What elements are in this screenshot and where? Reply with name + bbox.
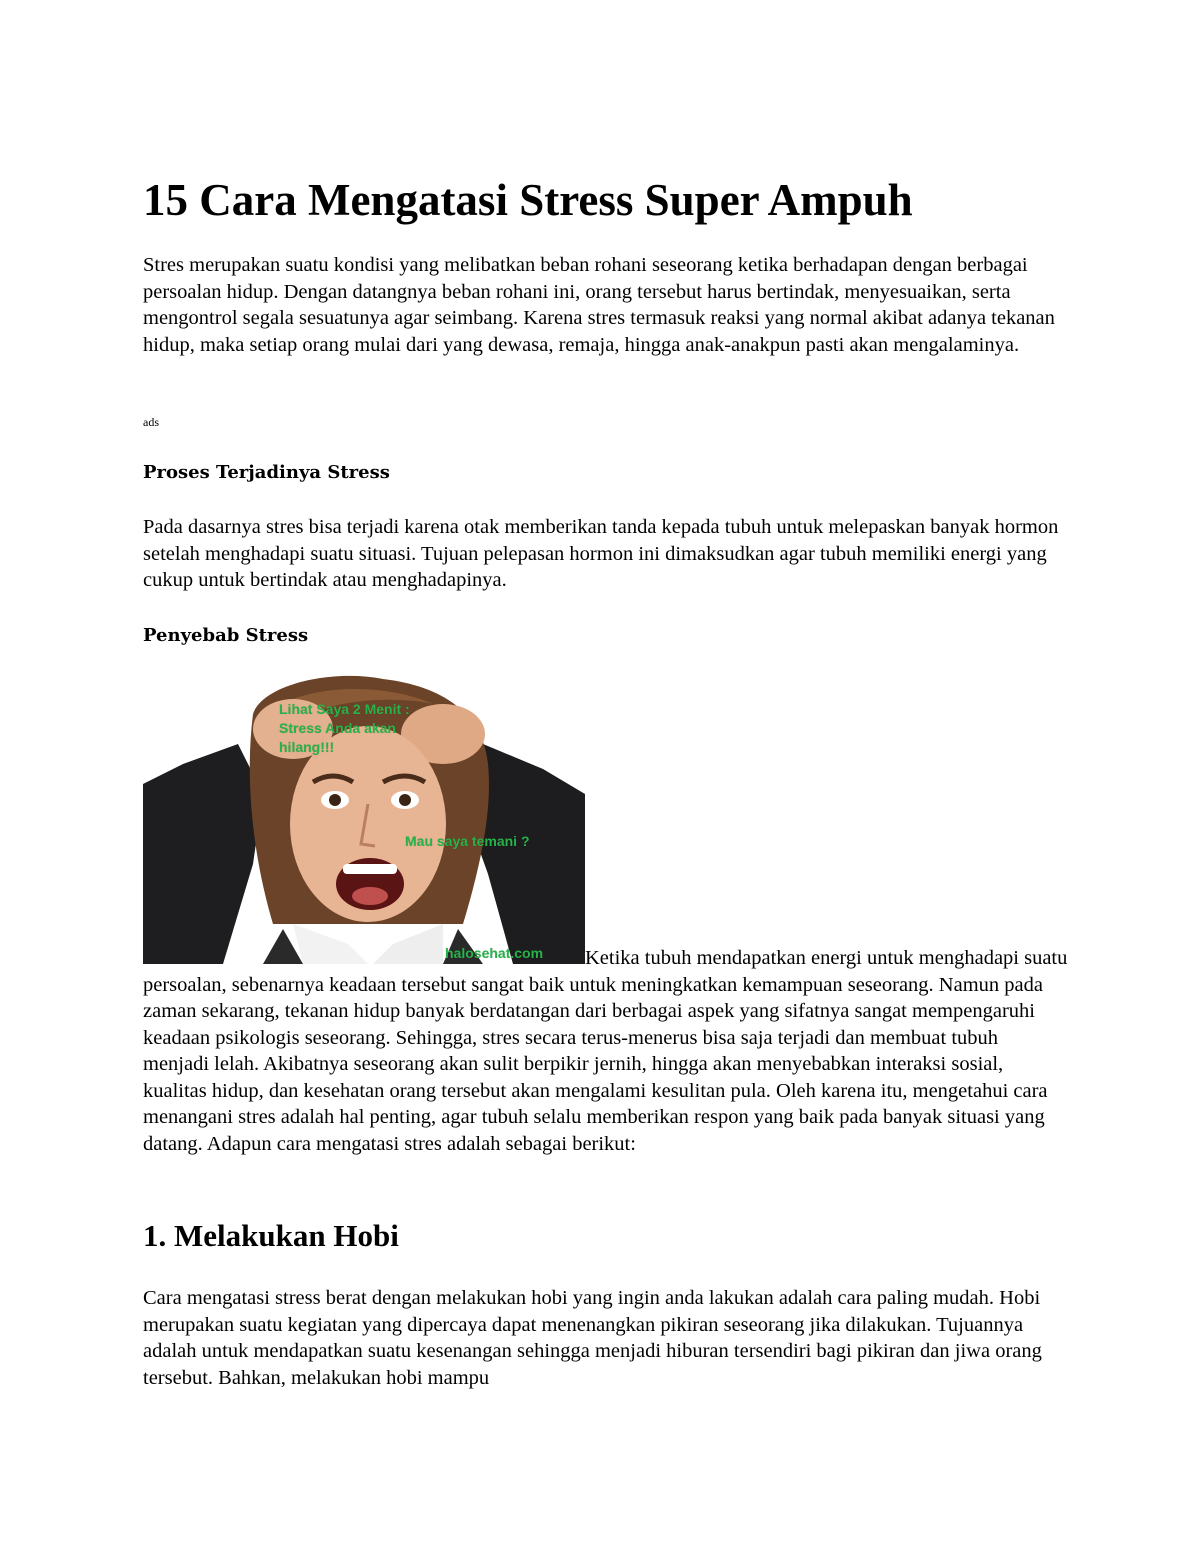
- cause-text: Ketika tubuh mendapatkan energi untuk menghadapi suatu persoalan, sebenarnya keadaan tersebut sangat baik untuk meningkatkan kemampuan seseorang. Namun pada zaman sekarang, tekanan hidup banyak berdatangan dari berbagai aspek yang sifatnya sangat mempengaruhi keadaan psikologis seseorang. Sehingga, stres secara terus-menerus bisa saja terjadi dan membuat tubuh menjadi lelah. Akibatnya seseorang akan sulit berpikir jernih, hingga akan menyebabkan interaksi sosial, kualitas hidup, dan kesehatan orang tersebut akan mengalami kesulitan pula. Oleh karena itu, mengetahui cara menangani stres adalah hal penting, agar tubuh selalu memberikan respon yang baik pada banyak situasi yang datang. Adapun cara mengatasi stres adalah sebagai berikut:: [143, 947, 1068, 1155]
- intro-paragraph: Stres merupakan suatu kondisi yang melibatkan beban rohani seseorang ketika berhadapan dengan berbagai persoalan hidup. Dengan datangnya beban rohani ini, orang tersebut harus bertindak, menyesuaikan, serta mengontrol segala sesuatunya agar seimbang. Karena stres termasuk reaksi yang normal akibat adanya tekanan hidup, maka setiap orang mulai dari yang dewasa, remaja, hingga anak-anakpun pasti akan mengalaminya.: [143, 254, 1055, 356]
- photo-overlay-line2: Stress Anda akan: [279, 720, 396, 736]
- stress-woman-photo: [143, 674, 585, 964]
- heading-cause: Penyebab Stress: [143, 625, 309, 646]
- cause-paragraph: [143, 674, 1068, 1157]
- hobby-paragraph: Cara mengatasi stress berat dengan melakukan hobi yang ingin anda lakukan adalah cara paling mudah. Hobi merupakan suatu kegiatan yang dipercaya dapat menenangkan pikiran seseorang jika dilakukan. Tujuannya adalah untuk mendapatkan suatu kesenangan sehingga menjadi hiburan tersendiri bagi pikiran dan jiwa orang tersebut. Bahkan, melakukan hobi mampu: [143, 1287, 1042, 1389]
- photo-watermark: halosehat.com: [445, 945, 544, 961]
- photo-overlay-line1: Lihat Saya 2 Menit :: [279, 701, 410, 717]
- process-paragraph: Pada dasarnya stres bisa terjadi karena otak memberikan tanda kepada tubuh untuk melepaskan banyak hormon setelah menghadapi suatu situasi. Tujuan pelepasan hormon ini dimaksudkan agar tubuh memiliki energi yang cukup untuk bertindak atau menghadapinya.: [143, 516, 1059, 591]
- photo-overlay-line4: Mau saya temani ?: [405, 833, 530, 849]
- page-title: 15 Cara Mengatasi Stress Super Ampuh: [143, 175, 913, 225]
- photo-overlay-line3: hilang!!!: [279, 739, 335, 755]
- heading-hobby: 1. Melakukan Hobi: [143, 1218, 399, 1253]
- heading-process: Proses Terjadinya Stress: [143, 462, 390, 483]
- ads-label: ads: [143, 415, 159, 429]
